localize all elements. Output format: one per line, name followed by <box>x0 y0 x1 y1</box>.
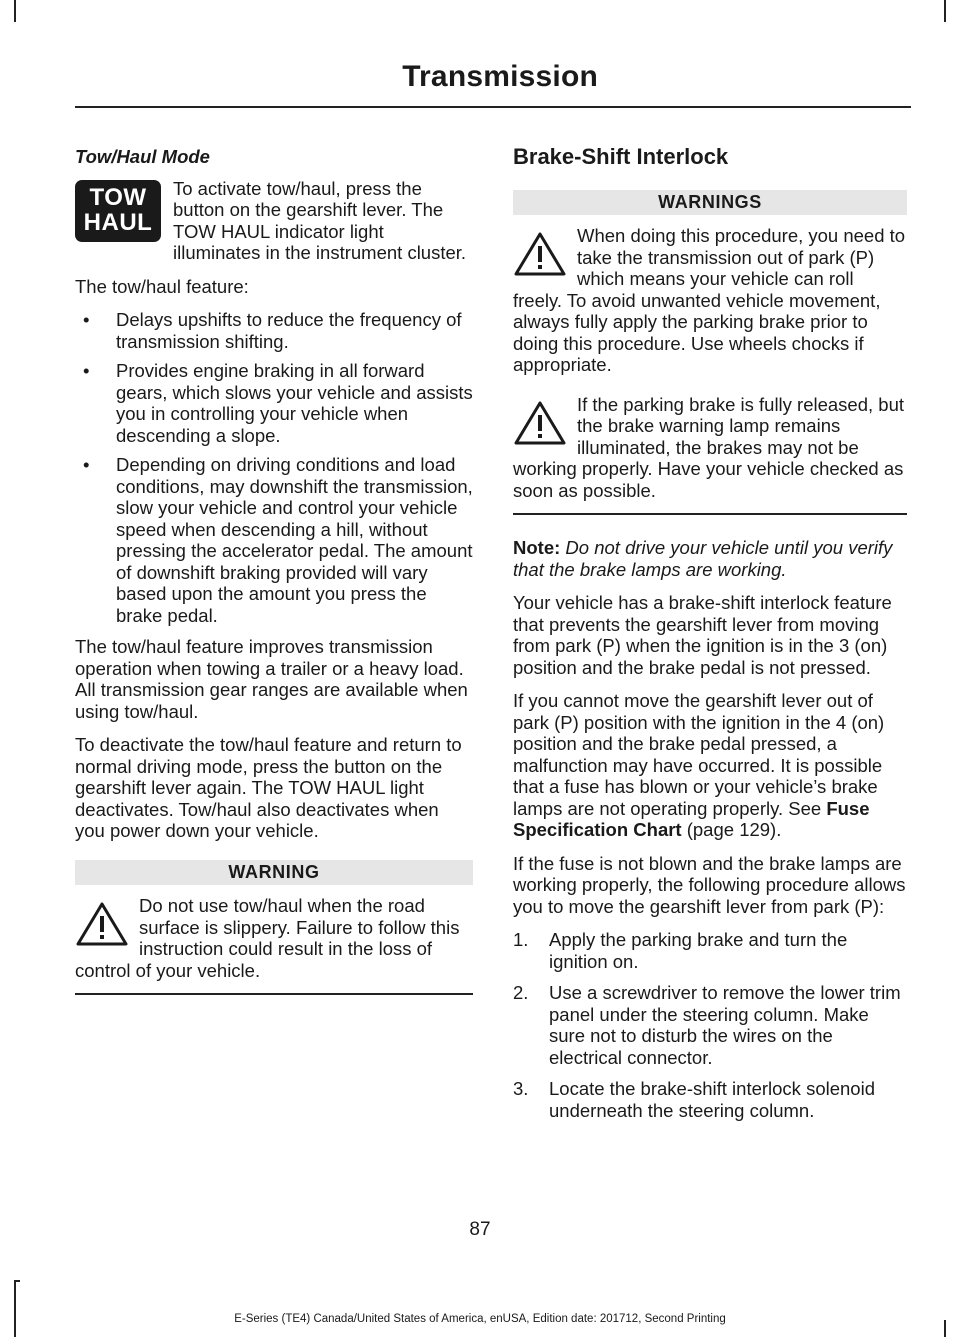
feature-intro: The tow/haul feature: <box>75 275 249 297</box>
warning-text: When doing this procedure, you need to take the transmission out of park (P) which means your vehicle can roll freely. To avoid unwanted vehicle movement, always fully apply the parking brake prior to doing this procedure. Use wheels chocks if appropriate. <box>513 225 906 375</box>
step-item <box>513 929 907 972</box>
warning-end-rule <box>75 993 473 995</box>
edition-footer: E-Series (TE4) Canada/United States of America, enUSA, Edition date: 201712, Second Printing <box>234 1313 726 1325</box>
tow-haul-intro <box>75 180 473 276</box>
crop-mark <box>14 0 16 22</box>
step-item <box>513 1078 907 1121</box>
fuse-chart-link[interactable]: Fuse Specification Chart <box>513 797 870 840</box>
header-rule <box>75 106 911 108</box>
section-heading: Brake-Shift Interlock <box>513 144 729 169</box>
tow-icon-line2: HAUL <box>83 208 153 236</box>
improves-paragraph: The tow/haul feature improves transmission operation when towing a trailer or a heavy load. All transmission gear ranges are available when using tow/haul. <box>75 636 468 722</box>
step-text: Use a screwdriver to remove the lower trim panel under the steering column. Make sure not to disturb the wires on the electrical connector. <box>549 982 901 1068</box>
interlock-paragraph: Your vehicle has a brake-shift interlock feature that prevents the gearshift lever from moving from park (P) when the ignition is in the 3 (on) position and the brake pedal is not pressed. <box>513 592 892 678</box>
tow-icon-line1: TOW <box>89 183 147 211</box>
warning-item <box>513 394 907 502</box>
step-number: 3. <box>513 1078 529 1099</box>
warning-triangle-icon <box>513 231 567 277</box>
warning-text: Do not use tow/haul when the road surface is slippery. Failure to follow this instruction could result in the loss of control of your vehicle. <box>75 895 460 981</box>
step-text: Apply the parking brake and turn the ignition on. <box>549 929 848 972</box>
deactivate-paragraph: To deactivate the tow/haul feature and return to normal driving mode, press the button on the gearshift lever again. The TOW HAUL light deactivates. Tow/haul also deactivates when you power down your vehicle. <box>75 734 462 841</box>
warning-header: WARNING <box>75 860 473 886</box>
step-item <box>513 982 907 1068</box>
procedure-paragraph: If the fuse is not blown and the brake lamps are working properly, the following procedure allows you to move the gearshift lever from park (P): <box>513 852 906 917</box>
feature-list <box>75 309 473 626</box>
warning-text: If the parking brake is fully released, but the brake warning lamp remains illuminated, the brakes may not be working properly. Have your vehicle checked as soon as possible. <box>513 393 905 501</box>
page-title: Transmission <box>402 60 598 93</box>
procedure-steps <box>513 929 907 1121</box>
right-column <box>513 140 907 1131</box>
crop-mark <box>944 0 946 22</box>
page-number: 87 <box>469 1219 491 1240</box>
crop-mark <box>14 1280 20 1282</box>
tow-haul-button-icon <box>75 180 161 242</box>
list-item: • Provides engine braking in all forward gears, which slows your vehicle and assists you in controlling your vehicle when descending a slope. <box>75 360 473 446</box>
crop-mark <box>14 1280 16 1337</box>
step-text: Locate the brake-shift interlock solenoid underneath the steering column. <box>549 1078 875 1121</box>
note-label: Note: <box>513 537 561 558</box>
page-reference: (page 129). <box>686 819 782 840</box>
left-column <box>75 140 473 1015</box>
step-number: 2. <box>513 982 529 1003</box>
step-number: 1. <box>513 929 529 950</box>
warnings-header: WARNINGS <box>513 190 907 216</box>
warning-triangle-icon <box>75 901 129 947</box>
malfunction-paragraph <box>513 690 907 841</box>
note-text: Do not drive your vehicle until you verify that the brake lamps are working. <box>513 537 893 580</box>
warning-triangle-icon <box>513 400 567 446</box>
list-item: • Depending on driving conditions and load conditions, may downshift the transmission, slow your vehicle and control your vehicle speed when descending a hill, without pressing the accelerator pedal. The amount of downshift braking provided will vary based upon the amount you press the brake pedal. <box>75 454 473 626</box>
warning-end-rule <box>513 513 907 515</box>
section-subhead: Tow/Haul Mode <box>75 146 210 167</box>
malfunction-text: If you cannot move the gearshift lever out of park (P) position with the ignition in the 4 (on) position and the brake pedal pressed, a malfunction may have occurred. It is possible that a fuse has blown or your vehicle’s brake lamps are not operating properly. See <box>513 690 885 819</box>
warning-item <box>513 225 907 376</box>
list-item: • Delays upshifts to reduce the frequency of transmission shifting. <box>75 309 473 352</box>
note-paragraph <box>513 537 907 580</box>
intro-paragraph: To activate tow/haul, press the button on the gearshift lever. The TOW HAUL indicator light illuminates in the instrument cluster. <box>173 179 467 263</box>
warning-item <box>75 895 473 981</box>
